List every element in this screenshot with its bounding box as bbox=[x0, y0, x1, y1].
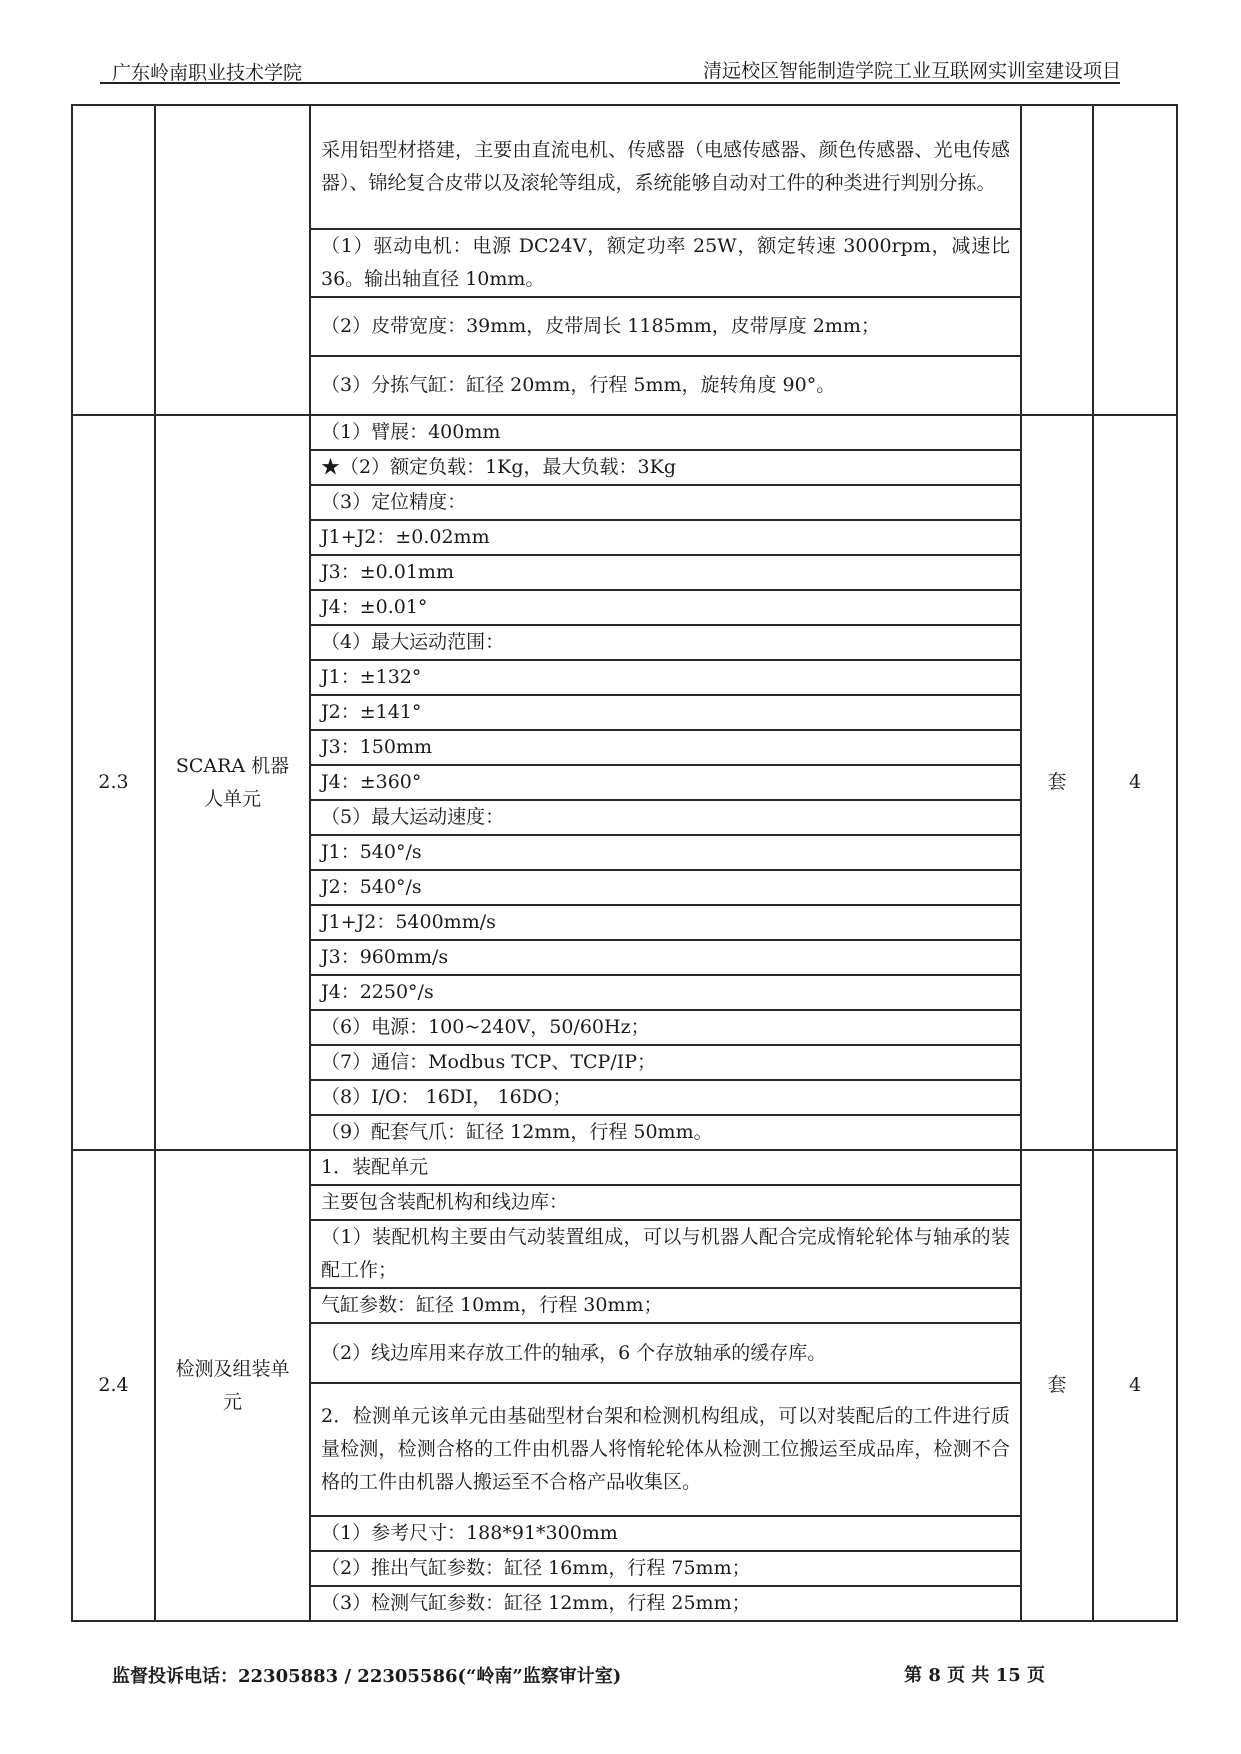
spec-text: （7）通信：Modbus TCP、TCP/IP； bbox=[310, 1045, 1021, 1080]
spec-text: 2．检测单元该单元由基础型材台架和检测机构组成，可以对装配后的工件进行质量检测，检测合格的工件由机器人将惰轮轮体从检测工位搬运至成品库，检测不合格的工件由机器人搬运至不合格产品收集区。 bbox=[310, 1383, 1021, 1516]
item-quantity bbox=[1093, 105, 1177, 415]
footer-complaint-phone: 监督投诉电话：22305883 / 22305586(“岭南”监察审计室) bbox=[112, 1666, 622, 1687]
spec-row bbox=[72, 105, 1177, 229]
spec-text: （4）最大运动范围： bbox=[310, 625, 1021, 660]
item-number bbox=[72, 105, 155, 415]
spec-text: ★（2）额定负载：1Kg，最大负载：3Kg bbox=[310, 450, 1021, 485]
spec-text: （1）装配机构主要由气动装置组成，可以与机器人配合完成惰轮轮体与轴承的装配工作； bbox=[310, 1220, 1021, 1288]
spec-text: J3：960mm/s bbox=[310, 940, 1021, 975]
item-number: 2.4 bbox=[72, 1150, 155, 1621]
spec-text: J3：150mm bbox=[310, 730, 1021, 765]
spec-table bbox=[71, 104, 1178, 1622]
spec-text: J4：±360° bbox=[310, 765, 1021, 800]
footer-page-number: 第 8 页 共 15 页 bbox=[904, 1665, 1045, 1686]
spec-table-body bbox=[72, 105, 1177, 1621]
spec-text: J1+J2：±0.02mm bbox=[310, 520, 1021, 555]
spec-text: 主要包含装配机构和线边库： bbox=[310, 1185, 1021, 1220]
spec-text: 气缸参数：缸径 10mm，行程 30mm； bbox=[310, 1288, 1021, 1323]
spec-text: J4：±0.01° bbox=[310, 590, 1021, 625]
item-unit: 套 bbox=[1021, 1150, 1093, 1621]
spec-text: （5）最大运动速度： bbox=[310, 800, 1021, 835]
spec-text: J1：±132° bbox=[310, 660, 1021, 695]
item-unit bbox=[1021, 105, 1093, 415]
spec-text: （1）参考尺寸：188*91*300mm bbox=[310, 1516, 1021, 1551]
spec-text: （2）皮带宽度：39mm，皮带周长 1185mm，皮带厚度 2mm； bbox=[310, 297, 1021, 356]
item-name bbox=[155, 105, 310, 415]
spec-text: （1）驱动电机：电源 DC24V，额定功率 25W，额定转速 3000rpm，减速比 36。输出轴直径 10mm。 bbox=[310, 229, 1021, 297]
spec-text: J3：±0.01mm bbox=[310, 555, 1021, 590]
header-project-title: 清远校区智能制造学院工业互联网实训室建设项目 bbox=[702, 60, 1121, 82]
spec-row bbox=[72, 1150, 1177, 1185]
item-unit: 套 bbox=[1021, 415, 1093, 1150]
spec-text: （2）线边库用来存放工件的轴承，6 个存放轴承的缓存库。 bbox=[310, 1323, 1021, 1383]
spec-text: （2）推出气缸参数：缸径 16mm，行程 75mm； bbox=[310, 1551, 1021, 1586]
item-quantity: 4 bbox=[1093, 415, 1177, 1150]
spec-text: J2：540°/s bbox=[310, 870, 1021, 905]
spec-text: （3）定位精度： bbox=[310, 485, 1021, 520]
spec-text: （3）检测气缸参数：缸径 12mm，行程 25mm； bbox=[310, 1586, 1021, 1621]
spec-text: 采用铝型材搭建，主要由直流电机、传感器（电感传感器、颜色传感器、光电传感器）、锦纶复合皮带以及滚轮等组成，系统能够自动对工件的种类进行判别分拣。 bbox=[310, 105, 1021, 229]
spec-text: （9）配套气爪：缸径 12mm，行程 50mm。 bbox=[310, 1115, 1021, 1150]
header-school-name: 广东岭南职业技术学院 bbox=[112, 62, 303, 84]
spec-text: （8）I/O： 16DI， 16DO； bbox=[310, 1080, 1021, 1115]
item-name: SCARA 机器人单元 bbox=[155, 415, 310, 1150]
spec-text: （3）分拣气缸：缸径 20mm，行程 5mm，旋转角度 90°。 bbox=[310, 356, 1021, 415]
spec-text: J1+J2：5400mm/s bbox=[310, 905, 1021, 940]
item-quantity: 4 bbox=[1093, 1150, 1177, 1621]
spec-text: J2：±141° bbox=[310, 695, 1021, 730]
spec-text: J1：540°/s bbox=[310, 835, 1021, 870]
spec-text: （6）电源：100~240V，50/60Hz； bbox=[310, 1010, 1021, 1045]
spec-text: 1．装配单元 bbox=[310, 1150, 1021, 1185]
item-number: 2.3 bbox=[72, 415, 155, 1150]
spec-row bbox=[72, 415, 1177, 450]
header-rule bbox=[100, 82, 1120, 84]
spec-text: J4：2250°/s bbox=[310, 975, 1021, 1010]
item-name: 检测及组装单元 bbox=[155, 1150, 310, 1621]
spec-text: （1）臂展：400mm bbox=[310, 415, 1021, 450]
